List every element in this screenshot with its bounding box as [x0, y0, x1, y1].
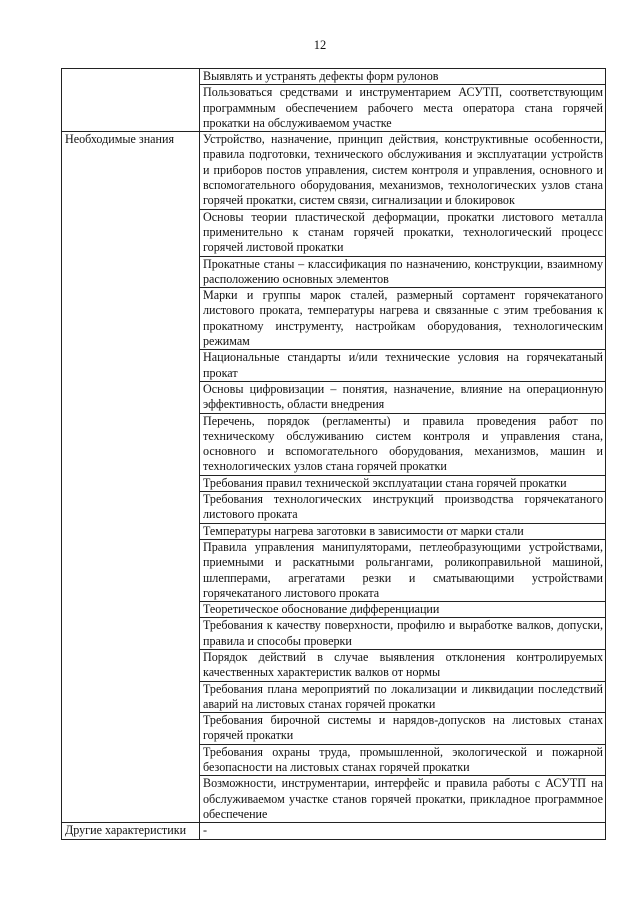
requirement-cell	[200, 523, 606, 539]
requirement-cell	[200, 539, 606, 601]
requirement-cell	[200, 681, 606, 713]
requirement-text: Теоретическое обоснование дифференциации	[203, 602, 440, 617]
table-row	[62, 69, 606, 85]
requirement-text: Температуры нагрева заготовки в зависимости от марки стали	[203, 523, 524, 538]
requirement-cell	[200, 381, 606, 413]
requirement-cell	[200, 713, 606, 745]
requirement-cell	[200, 69, 606, 85]
requirement-cell	[200, 475, 606, 491]
requirement-text: Требования охраны труда, промышленной, экологической и пожарной безопасности на листовых станах горячей прокатки	[203, 744, 603, 775]
requirement-cell	[200, 350, 606, 382]
requirement-text: Требования плана мероприятий по локализации и ликвидации последствий аварий на листовых станах горячей прокатки	[203, 681, 603, 711]
requirements-table	[61, 68, 606, 840]
requirement-cell	[200, 602, 606, 618]
requirement-cell	[200, 618, 606, 650]
requirement-text: Порядок действий в случае выявления отклонения контролируемых качественных характеристик валков от нормы	[203, 649, 603, 680]
requirement-cell	[200, 132, 606, 209]
requirement-text: Национальные стандарты и/или технические условия на горячекатаный прокат	[203, 350, 603, 380]
requirement-text: Основы теории пластической деформации, прокатки листового металла применительно к станам горячей прокатки, технологический процесс горячей листовой прокатки	[203, 209, 603, 255]
requirement-text: Марки и группы марок сталей, размерный сортамент горячекатаного листового проката, температуры нагрева и связанные с этим требования к прокатному инструменту, настройкам оборудования, технологическим режимам	[203, 288, 603, 349]
requirement-cell	[200, 209, 606, 256]
requirement-text: Пользоваться средствами и инструментарием АСУТП, соответствующим программным обеспечением рабочего места оператора стана горячей прокатки на обслуживаемом участке	[203, 85, 603, 130]
requirement-cell	[200, 776, 606, 823]
requirement-text: Возможности, инструментарии, интерфейс и правила работы с АСУТП на обслуживаемом участке станов горячей прокатки, прикладное программное обеспечение	[203, 776, 603, 821]
table-row	[62, 132, 606, 209]
requirement-text: Основы цифровизации – понятия, назначение, влияние на операционную эффективность, области внедрения	[203, 381, 603, 412]
requirement-text: Правила управления манипуляторами, петлеобразующими устройствами, приемными и раскатными рольгангами, роликоправильной машиной, шлепперами, агрегатами резки и сматывающими устройствами горячекатаного листового проката	[203, 539, 603, 600]
requirement-text: -	[203, 823, 208, 838]
requirement-text: Требования правил технической эксплуатации стана горячей прокатки	[203, 475, 567, 490]
section-label: Необходимые знания	[62, 132, 200, 823]
requirement-text: Прокатные станы – классификация по назначению, конструкции, взаимному расположению основных элементов	[203, 256, 603, 286]
requirement-cell	[200, 649, 606, 681]
requirement-cell	[200, 256, 606, 288]
section-label	[62, 69, 200, 132]
requirement-text: Требования технологических инструкций производства горячекатаного листового проката	[203, 492, 603, 522]
requirement-text: Устройство, назначение, принцип действия, конструктивные особенности, правила подготовки, технического обслуживания и эксплуатации устройств и приборов постов управления, систем контроля и управления, основного и вспомогательного оборудования, механизмов, технологических узлов стана горячей прокатки, систем связи, сигнализации и блокировок	[203, 132, 603, 208]
requirement-cell	[200, 823, 606, 839]
page-number: 12	[313, 38, 327, 52]
requirement-text: Выявлять и устранять дефекты форм рулонов	[203, 69, 439, 83]
requirement-cell	[200, 288, 606, 350]
requirement-text: Требования бирочной системы и нарядов-допусков на листовых станах горячей прокатки	[203, 713, 603, 743]
section-label: Другие характеристики	[62, 823, 200, 839]
requirement-cell	[200, 492, 606, 524]
requirement-text: Перечень, порядок (регламенты) и правила проведения работ по техническому обслуживанию систем контроля и управления стана, основного и вспомогательного оборудования, механизмов, машин и технологических узлов стана горячей прокатки	[203, 413, 603, 474]
requirement-text: Требования к качеству поверхности, профилю и выработке валков, допуски, правила и способы проверки	[203, 618, 603, 648]
requirement-cell	[200, 85, 606, 132]
requirement-cell	[200, 413, 606, 475]
table-row	[62, 823, 606, 839]
requirements-table-body	[62, 69, 606, 840]
requirement-cell	[200, 744, 606, 776]
